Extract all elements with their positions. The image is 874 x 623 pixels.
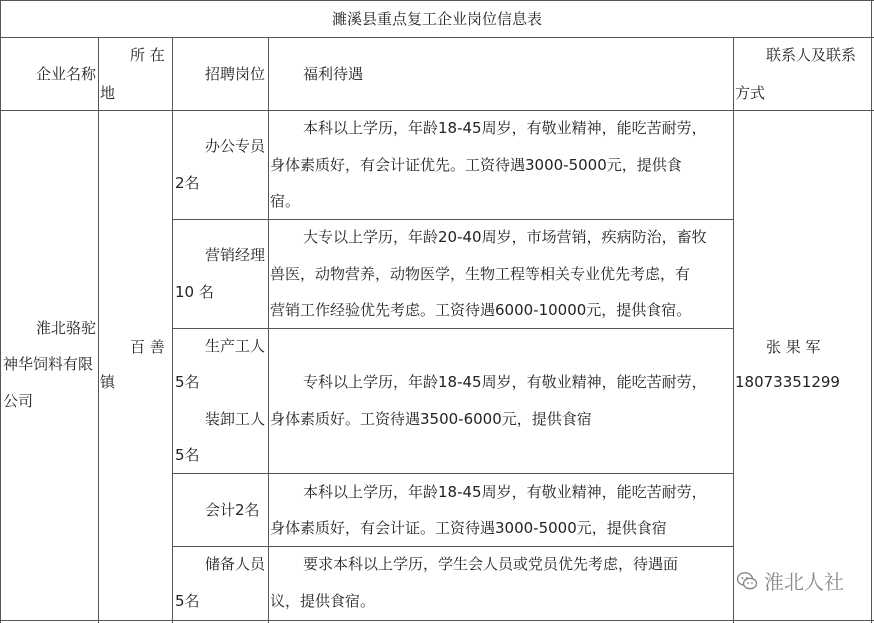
col-divider-1 — [98, 37, 99, 623]
contact-name: 张 果 军 — [766, 338, 821, 356]
col-divider-4 — [733, 37, 734, 623]
header-location-line1: 所 在 — [130, 46, 165, 64]
row1-position-line2: 2名 — [175, 174, 200, 192]
company-name-line3: 公司 — [3, 392, 34, 410]
row4-benefit-line1: 本科以上学历，年龄18-45周岁，有敬业精神，能吃苦耐劳， — [303, 483, 707, 501]
row1-benefit-line1: 本科以上学历，年龄18-45周岁，有敬业精神，能吃苦耐劳， — [303, 119, 707, 137]
row-border-1 — [173, 219, 734, 220]
row5-benefit-line1: 要求本科以上学历，学生会人员或党员优先考虑，待遇面 — [303, 555, 679, 573]
row5-benefit-line2: 议，提供食宿。 — [270, 592, 376, 610]
row3-benefit-line2: 身体素质好。工资待遇3500-6000元，提供食宿 — [270, 410, 592, 428]
table-left-border — [0, 0, 1, 623]
company-name-line2: 神华饲料有限 — [3, 355, 94, 373]
header-contact-line2: 方式 — [735, 84, 766, 102]
contact-phone: 18073351299 — [735, 373, 840, 391]
header-position: 招聘岗位 — [205, 65, 266, 83]
header-contact-line1: 联系人及联系 — [766, 46, 857, 64]
table-top-border — [0, 0, 874, 1]
row1-benefit-line3: 宿。 — [270, 192, 301, 210]
col-divider-3 — [268, 37, 269, 623]
row1-position-line1: 办公专员 — [205, 137, 266, 155]
watermark-text: 淮北人社 — [764, 570, 844, 594]
company-location-line2: 镇 — [100, 373, 116, 391]
row2-position-line1: 营销经理 — [205, 246, 266, 264]
header-location-line2: 地 — [100, 84, 116, 102]
row-border-4 — [173, 546, 734, 547]
row2-benefit-line3: 营销工作经验优先考虑。工资待遇6000-10000元，提供食宿。 — [270, 301, 692, 319]
row4-position-line1: 会计2名 — [205, 501, 260, 519]
row5-position-line2: 5名 — [175, 592, 200, 610]
row5-position-line1: 储备人员 — [205, 555, 266, 573]
header-company-name: 企业名称 — [36, 65, 97, 83]
table-right-border — [871, 0, 872, 623]
row1-benefit-line2: 身体素质好，有会计证优先。工资待遇3000-5000元，提供食 — [270, 156, 682, 174]
row2-position-line2: 10 名 — [175, 283, 214, 301]
row3-position-line2: 5名 — [175, 373, 200, 391]
title-row-border — [0, 37, 874, 38]
header-benefits: 福利待遇 — [303, 65, 364, 83]
row2-benefit-line1: 大专以上学历，年龄20-40周岁，市场营销，疾病防治，畜牧 — [303, 228, 707, 246]
row3-position-line4: 5名 — [175, 446, 200, 464]
row-border-3 — [173, 473, 734, 474]
row3-benefit-line1: 专科以上学历，年龄18-45周岁，有敬业精神，能吃苦耐劳， — [303, 373, 707, 391]
row-border-2 — [173, 328, 734, 329]
col-divider-2 — [172, 37, 173, 623]
row3-position-line1: 生产工人 — [205, 337, 266, 355]
company-location-line1: 百 善 — [130, 338, 165, 356]
company-name-line1: 淮北骆驼 — [36, 319, 97, 337]
header-row-border — [0, 110, 874, 111]
table-bottom-border — [0, 620, 874, 621]
wechat-icon — [736, 570, 758, 592]
row2-benefit-line2: 兽医，动物营养，动物医学，生物工程等相关专业优先考虑，有 — [270, 265, 691, 283]
watermark — [736, 566, 844, 595]
row3-position-line3: 装卸工人 — [205, 410, 266, 428]
table-title: 濉溪县重点复工企业岗位信息表 — [332, 10, 543, 28]
row4-benefit-line2: 身体素质好，有会计证。工资待遇3000-5000元，提供食宿 — [270, 519, 667, 537]
